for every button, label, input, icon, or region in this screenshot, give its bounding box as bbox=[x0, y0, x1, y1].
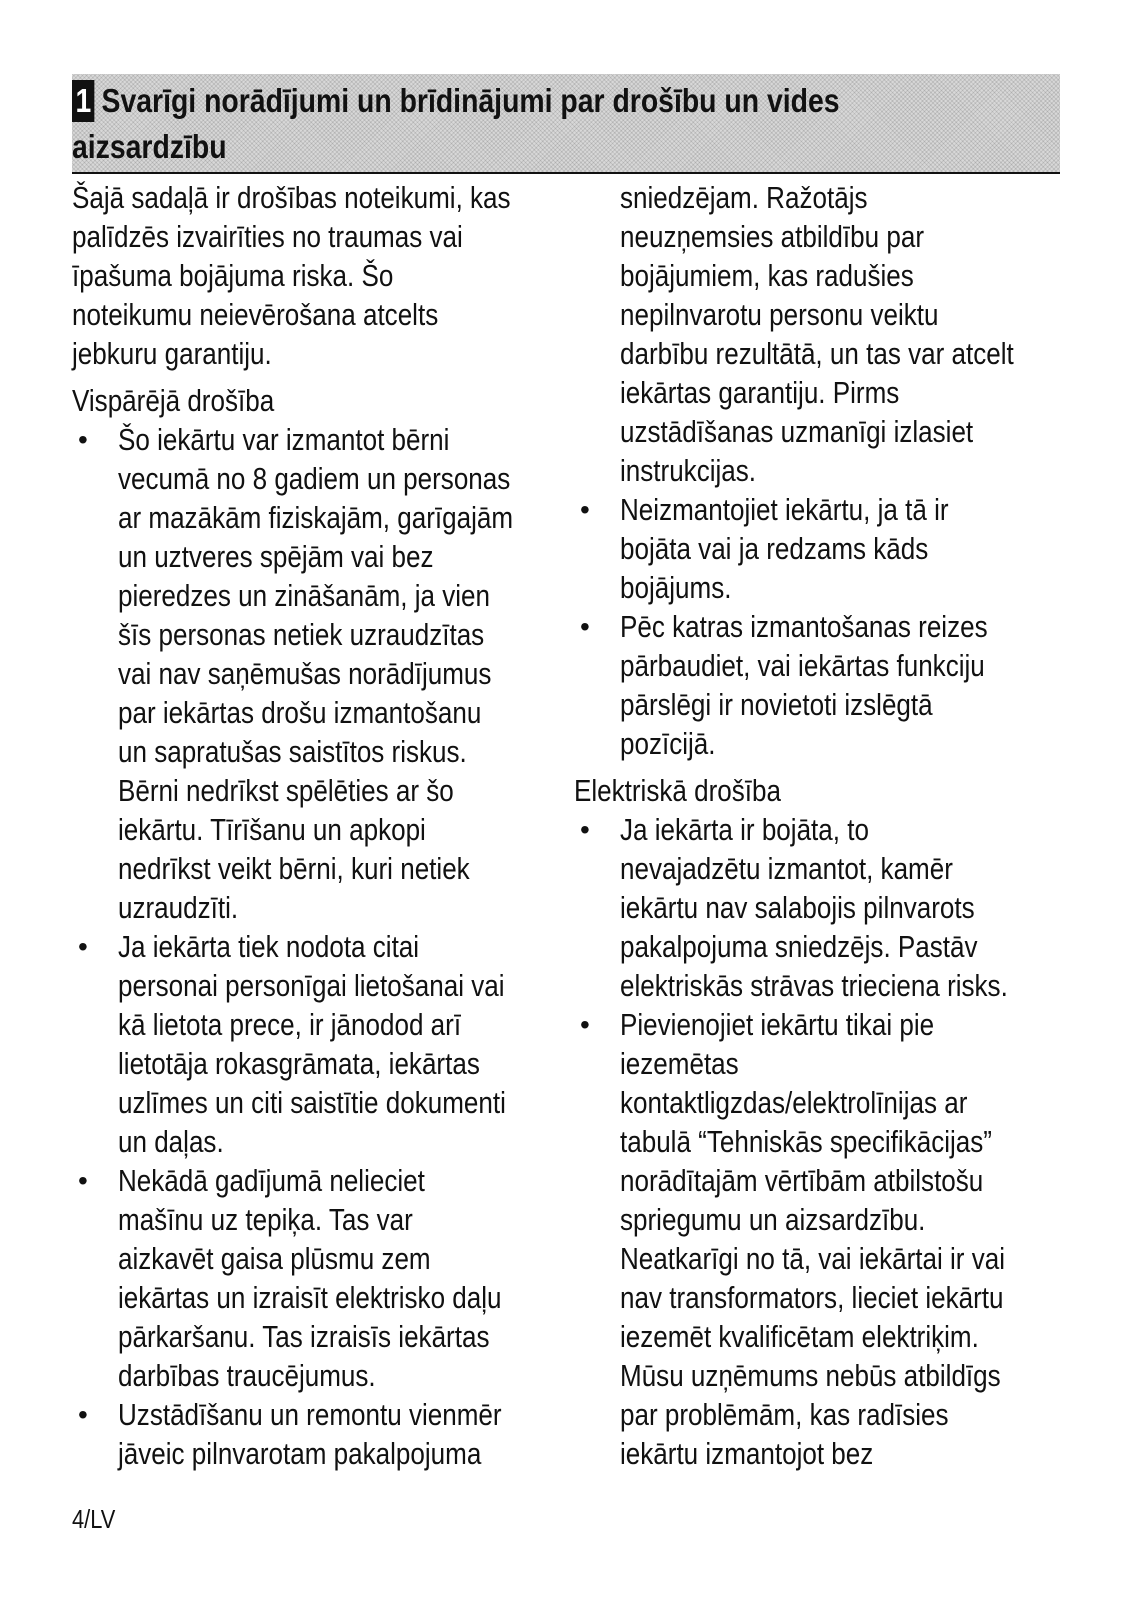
list-item: • Pēc katras izmantošanas reizes pārbaudiet, vai iekārtas funkciju pārslēgi ir novietoti izslēgtā pozīcijā. bbox=[580, 609, 988, 761]
section-number-badge: 1 bbox=[72, 80, 95, 122]
heading-electric-safety: Elektriskā drošība bbox=[574, 773, 781, 808]
heading-general-safety: Vispārējā drošība bbox=[72, 383, 275, 418]
list-item: • Neizmantojiet iekārtu, ja tā ir bojāta vai ja redzams kāds bojājums. bbox=[580, 492, 949, 605]
bullet-icon: • bbox=[580, 1009, 590, 1040]
list-item: • Uzstādīšanu un remontu vienmēr jāveic pilnvarotam pakalpojuma bbox=[78, 1397, 502, 1471]
list-item: • Šo iekārtu var izmantot bērni vecumā no 8 gadiem un personas ar mazākām fiziskajām, garīgajām un uztveres spējām vai bez pieredzes un zināšanām, ja vien šīs personas netiek uzraudzītas vai nav saņēmušas norādījumus par iekārtas drošu izmantošanu un sapratušas saistītos riskus. Bērni nedrīkst spēlēties ar šo iekārtu. Tīrīšanu un apkopi nedrīkst veikt bērni, kuri netiek uzraudzīti. bbox=[78, 422, 514, 925]
section-title-line-2: aizsardzību bbox=[72, 128, 227, 165]
list-item: • Ja iekārta ir bojāta, to nevajadzētu izmantot, kamēr iekārtu nav salabojis pilnvarots pakalpojuma sniedzējs. Pastāv elektriskās strāvas trieciena risks. bbox=[580, 812, 1008, 1003]
intro-paragraph: Šajā sadaļā ir drošības noteikumi, kas palīdzēs izvairīties no traumas vai īpašuma bojājuma riska. Šo noteikumu neievērošana atcelts jebkuru garantiju. bbox=[72, 180, 511, 371]
list-item: • Ja iekārta tiek nodota citai personai personīgai lietošanai vai kā lietota prece, ir jānodod arī lietotāja rokasgrāmata, iekārtas uzlīmes un citi saistītie dokumenti un daļas. bbox=[78, 929, 506, 1159]
bullet-icon: • bbox=[78, 931, 88, 962]
section-title bbox=[72, 78, 915, 170]
list-item-continuation: sniedzējam. Ražotājs neuzņemsies atbildību par bojājumiem, kas radušies nepilnvarotu personu veiktu darbību rezultātā, un tas var atcelt iekārtas garantiju. Pirms uzstādīšanas uzmanīgi izlasiet instrukcijas. bbox=[620, 180, 1014, 488]
list-item: • Nekādā gadījumā nelieciet mašīnu uz tepiķa. Tas var aizkavēt gaisa plūsmu zem iekārtas un izraisīt elektrisko daļu pārkaršanu. Tas izraisīs iekārtas darbības traucējumus. bbox=[78, 1163, 502, 1393]
bullet-icon: • bbox=[78, 1399, 88, 1430]
bullet-icon: • bbox=[78, 424, 88, 455]
left-column bbox=[72, 178, 592, 1473]
bullet-icon: • bbox=[580, 611, 590, 642]
bullet-icon: • bbox=[78, 1165, 88, 1196]
bullet-icon: • bbox=[580, 494, 590, 525]
section-title-band bbox=[72, 74, 1060, 174]
bullet-icon: • bbox=[580, 814, 590, 845]
page-number: 4/LV bbox=[72, 1504, 116, 1534]
list-item: • Pievienojiet iekārtu tikai pie iezemētas kontaktligzdas/elektrolīnijas ar tabulā “Tehniskās specifikācijas” norādītajām vērtībām atbilstošu spriegumu un aizsardzību. Neatkarīgi no tā, vai iekārtai ir vai nav transformators, lieciet iekārtu iezemēt kvalificētam elektriķim. Mūsu uzņēmums nebūs atbildīgs par problēmām, kas radīsies iekārtu izmantojot bez bbox=[580, 1007, 1005, 1471]
right-column bbox=[574, 178, 1104, 1473]
section-title-line-1: 1 Svarīgi norādījumi un brīdinājumi par drošību un vides bbox=[72, 78, 915, 124]
